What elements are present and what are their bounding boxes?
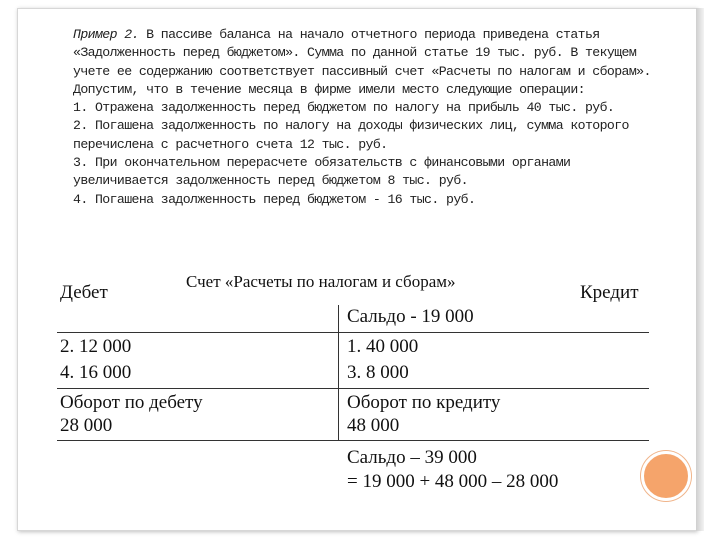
credit-label: Кредит [580,282,639,303]
debit-label: Дебет [60,282,108,303]
example-label: Пример 2. [73,27,139,42]
closing-formula: = 19 000 + 48 000 – 28 000 [347,471,559,492]
credit-turnover-value: 48 000 [347,415,400,436]
closing-balance: Сальдо – 39 000 [347,447,477,468]
credit-turnover-label: Оборот по кредиту [347,392,501,413]
operation-3: 3. При окончательном перерасчете обязательств с финансовыми органами увеличивается задолженность перед бюджетом 8 тыс. руб. [73,155,571,189]
operation-2: 2. Погашена задолженность по налогу на доходы физических лиц, сумма которого перечислена с расчетного счета 12 тыс. руб. [73,118,629,152]
credit-entry-1: 1. 40 000 [347,336,419,357]
divider-balance [57,332,649,333]
opening-balance: Сальдо - 19 000 [347,306,474,327]
account-title: Счет «Расчеты по налогам и сборам» [186,272,456,291]
problem-body: В пассиве баланса на начало отчетного периода приведена статья «Задолженность перед бюджетом». Сумма по данной статье 19 тыс. руб. В текущем учете ее содержанию соответствует пассивный счет «Расчеты по налогам и сборам». Допустим, что в течение месяца в фирме имели место следующие операции: [73,27,651,97]
debit-turnover-value: 28 000 [60,415,113,436]
decorative-circle [641,451,691,501]
divider-turnover [57,440,649,441]
debit-entry-4: 4. 16 000 [60,362,132,383]
operation-1: 1. Отражена задолженность перед бюджетом по налогу на прибыль 40 тыс. руб. [73,100,615,116]
credit-entry-3: 3. 8 000 [347,362,409,383]
divider-entries [57,388,649,389]
t-vertical-line [338,305,339,440]
debit-entry-2: 2. 12 000 [60,336,132,357]
operation-4: 4. Погашена задолженность перед бюджетом - 16 тыс. руб. [73,191,476,207]
debit-turnover-label: Оборот по дебету [60,392,203,413]
